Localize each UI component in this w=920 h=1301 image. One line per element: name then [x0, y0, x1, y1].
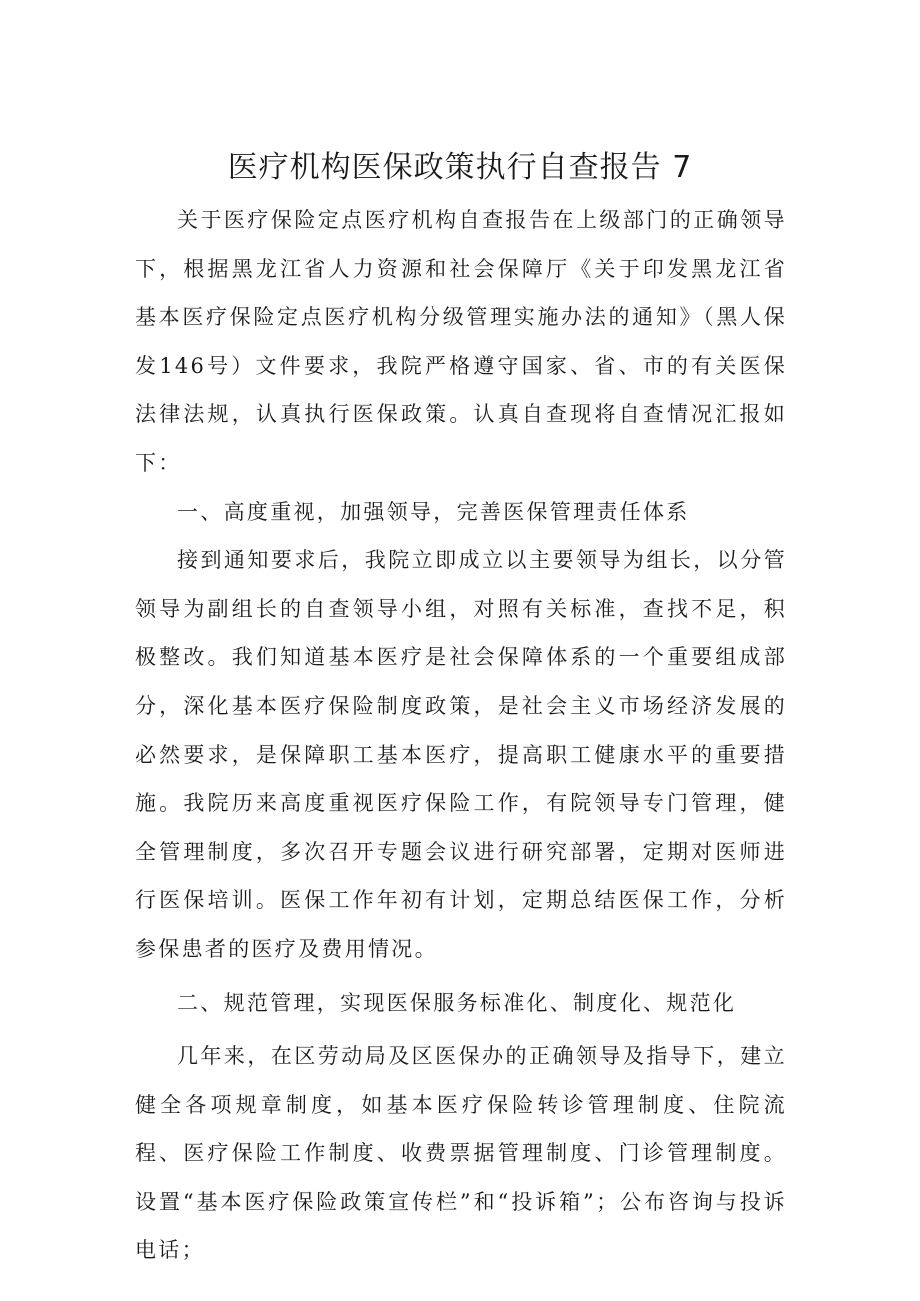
document-body	[135, 196, 787, 1275]
section-heading-2: 二、规范管理，实现医保服务标准化、制度化、规范化	[177, 990, 737, 1015]
document-title: 医疗机构医保政策执行自查报告 7	[227, 150, 693, 185]
section-heading-1: 一、高度重视，加强领导，完善医保管理责任体系	[177, 499, 690, 524]
section-2-paragraph: 几年来，在区劳动局及区医保办的正确领导及指导下，建立健全各项规章制度，如基本医疗保险转诊管理制度、住院流程、医疗保险工作制度、收费票据管理制度、门诊管理制度。设置“基本医疗保险政策宣传栏”和“投诉箱”；公布咨询与投诉电话；	[135, 1044, 787, 1263]
intro-paragraph: 关于医疗保险定点医疗机构自查报告在上级部门的正确领导下，根据黑龙江省人力资源和社会保障厅《关于印发黑龙江省基本医疗保险定点医疗机构分级管理实施办法的通知》（黑人保发146号）文件要求，我院严格遵守国家、省、市的有关医保法律法规，认真执行医保政策。认真自查现将自查情况汇报如下：	[135, 208, 787, 475]
section-1-paragraph: 接到通知要求后，我院立即成立以主要领导为组长，以分管领导为副组长的自查领导小组，对照有关标准，查找不足，积极整改。我们知道基本医疗是社会保障体系的一个重要组成部分，深化基本医疗保险制度政策，是社会主义市场经济发展的必然要求，是保障职工基本医疗，提高职工健康水平的重要措施。我院历来高度重视医疗保险工作，有院领导专门管理，健全管理制度，多次召开专题会议进行研究部署，定期对医师进行医保培训。医保工作年初有计划，定期总结医保工作，分析参保患者的医疗及费用情况。	[135, 548, 787, 961]
